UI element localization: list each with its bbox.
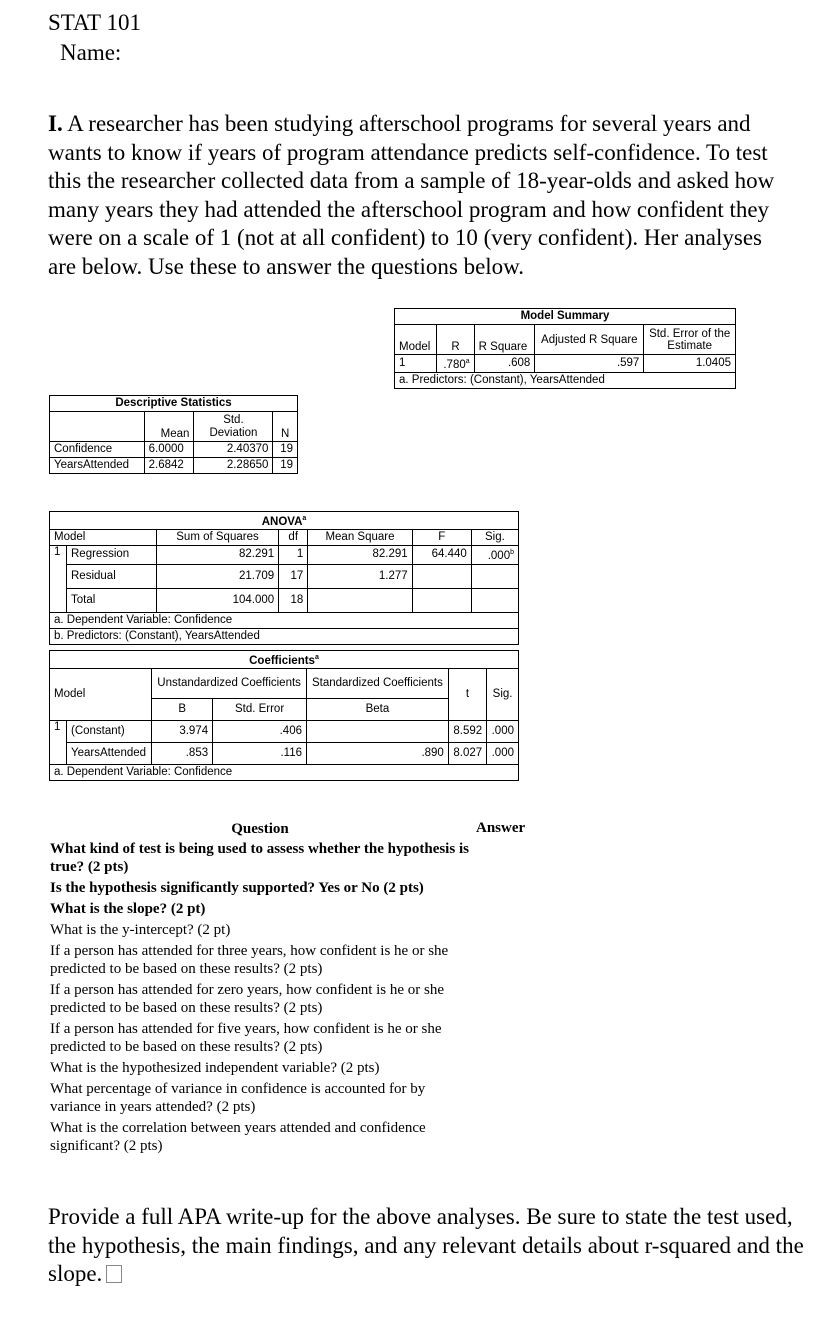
- anova-header-model: Model: [50, 529, 157, 545]
- question-header: Question: [231, 821, 289, 837]
- anova-row-label: Residual: [67, 564, 157, 588]
- question-item: If a person has attended for five years, how confident is he or she predicted to be based on these results? (2 pts): [50, 1021, 442, 1055]
- coef-title-cell: [50, 651, 519, 669]
- apa-prompt-text: Provide a full APA write-up for the above analyses. Be sure to state the test used, the hypothesis, the main findings, and any relevant details about r-squared and the slope.: [48, 1204, 804, 1286]
- desc-row-sd: 2.40370: [194, 442, 273, 458]
- anova-header-df: df: [279, 529, 308, 545]
- coef-row-sig: .000: [487, 742, 519, 764]
- coef-row-beta: [307, 720, 449, 742]
- anova-header-f: F: [412, 529, 471, 545]
- ms-r: .780: [443, 358, 466, 371]
- checkbox-icon: [106, 1265, 122, 1283]
- desc-header-blank: [50, 412, 145, 442]
- coef-row-t: 8.027: [448, 742, 486, 764]
- anova-row-label: Regression: [67, 545, 157, 564]
- desc-row-sd: 2.28650: [194, 458, 273, 474]
- coef-header-model: Model: [50, 668, 152, 720]
- table-row: [50, 458, 298, 474]
- coef-row-label: YearsAttended: [67, 742, 152, 764]
- anova-row-df: 17: [279, 564, 308, 588]
- name-label: Name:: [60, 40, 122, 65]
- model-summary-table: [394, 308, 736, 389]
- ms-footnote: a. Predictors: (Constant), YearsAttended: [395, 372, 736, 388]
- desc-row-label: Confidence: [50, 442, 145, 458]
- coef-row-b: 3.974: [152, 720, 213, 742]
- coef-title: Coefficients: [249, 654, 315, 667]
- anova-row-sig: [471, 564, 518, 588]
- anova-row-df: 18: [279, 588, 308, 612]
- desc-row-label: YearsAttended: [50, 458, 145, 474]
- coef-header-t: t: [448, 668, 486, 720]
- desc-row-mean: 6.0000: [144, 442, 194, 458]
- model-summary-title: Model Summary: [395, 309, 736, 325]
- ms-r-cell: [437, 355, 474, 373]
- anova-row-df: 1: [279, 545, 308, 564]
- anova-row-sig-sup: b: [510, 549, 514, 557]
- anova-row-ms: 82.291: [308, 545, 412, 564]
- table-row: [50, 742, 519, 764]
- anova-model-num: 1: [50, 545, 67, 612]
- coef-row-se: .116: [213, 742, 307, 764]
- problem-text: A researcher has been studying afterschool programs for several years and wants to know if years of program attendance predicts self-confidence. To test this the researcher collected data from a sample of 18-year-olds and asked how many years they had attended the afterschool program and how confident they were on a scale of 1 (not at all confident) to 10 (very confident). Her analyses are below. Use these to answer the questions below.: [48, 111, 775, 279]
- anova-row-f: [412, 564, 471, 588]
- coef-model-num: 1: [50, 720, 67, 764]
- coef-header-unstd: Unstandardized Coefficients: [152, 668, 307, 698]
- anova-footnote-a: a. Dependent Variable: Confidence: [50, 612, 519, 628]
- table-row: [50, 720, 519, 742]
- anova-header-ms: Mean Square: [308, 529, 412, 545]
- ms-adjrsq: .597: [535, 355, 644, 373]
- ms-header-adjrsq: Adjusted R Square: [535, 325, 644, 355]
- ms-rsq: .608: [474, 355, 535, 373]
- anova-table: [49, 511, 519, 645]
- anova-row-ss: 21.709: [156, 564, 278, 588]
- table-row: [50, 545, 519, 564]
- anova-header-ss: Sum of Squares: [156, 529, 278, 545]
- question-item: What is the hypothesized independent variable? (2 pts): [50, 1060, 380, 1076]
- desc-row-n: 19: [273, 458, 298, 474]
- question-list: [50, 820, 470, 1158]
- coef-header-beta: Beta: [307, 698, 449, 720]
- coef-footnote: a. Dependent Variable: Confidence: [50, 764, 519, 780]
- ms-se: 1.0405: [644, 355, 736, 373]
- course-title: STAT 101: [48, 10, 141, 35]
- anova-row-label: Total: [67, 588, 157, 612]
- anova-row-sig-cell: [471, 545, 518, 564]
- desc-row-mean: 2.6842: [144, 458, 194, 474]
- table-row: [50, 442, 298, 458]
- anova-row-sig: .000: [487, 550, 511, 563]
- coef-row-se: .406: [213, 720, 307, 742]
- desc-title: Descriptive Statistics: [50, 396, 298, 412]
- anova-row-f: [412, 588, 471, 612]
- question-item: What kind of test is being used to assess whether the hypothesis is true? (2 pts): [50, 841, 469, 875]
- ms-header-model: Model: [395, 325, 437, 355]
- coef-title-sup: a: [314, 654, 319, 661]
- desc-header-mean: Mean: [144, 412, 194, 442]
- question-item: Is the hypothesis significantly supported? Yes or No (2 pts): [50, 880, 424, 896]
- anova-row-sig: [471, 588, 518, 612]
- answer-header: Answer: [476, 820, 526, 836]
- descriptives-table: [49, 395, 298, 474]
- coef-header-b: B: [152, 698, 213, 720]
- coef-row-sig: .000: [487, 720, 519, 742]
- anova-row-ss: 104.000: [156, 588, 278, 612]
- anova-row-f: 64.440: [412, 545, 471, 564]
- coef-row-label: (Constant): [67, 720, 152, 742]
- coef-row-beta: .890: [307, 742, 449, 764]
- ms-header-rsq: R Square: [474, 325, 535, 355]
- anova-footnote-b: b. Predictors: (Constant), YearsAttended: [50, 628, 519, 644]
- problem-number: I.: [48, 111, 63, 136]
- problem-prompt: [48, 110, 788, 282]
- anova-title-sup: a: [302, 515, 307, 522]
- question-item: If a person has attended for zero years, how confident is he or she predicted to be based on these results? (2 pts): [50, 982, 445, 1016]
- table-row: [50, 588, 519, 612]
- desc-header-n: N: [273, 412, 298, 442]
- coef-header-se: Std. Error: [213, 698, 307, 720]
- question-item: What is the correlation between years attended and confidence significant? (2 pts): [50, 1120, 426, 1154]
- anova-header-sig: Sig.: [471, 529, 518, 545]
- ms-header-r: R: [437, 325, 474, 355]
- table-row: [50, 564, 519, 588]
- coef-header-std: Standardized Coefficients: [307, 668, 449, 698]
- anova-title-cell: [50, 512, 519, 530]
- ms-r-sup: a: [465, 358, 470, 365]
- question-item: If a person has attended for three years, how confident is he or she predicted to be based on these results? (2 pts): [50, 943, 449, 977]
- desc-header-sd: Std. Deviation: [194, 412, 273, 442]
- coef-row-b: .853: [152, 742, 213, 764]
- question-item: What is the slope? (2 pt): [50, 901, 206, 917]
- coefficients-table: [49, 650, 519, 781]
- question-item: What is the y-intercept? (2 pt): [50, 922, 231, 938]
- question-item: What percentage of variance in confidence is accounted for by variance in years attended? (2 pts): [50, 1081, 426, 1115]
- anova-row-ms: 1.277: [308, 564, 412, 588]
- apa-prompt: [48, 1203, 808, 1289]
- anova-row-ss: 82.291: [156, 545, 278, 564]
- anova-row-ms: [308, 588, 412, 612]
- desc-row-n: 19: [273, 442, 298, 458]
- ms-model-num: 1: [395, 355, 437, 373]
- coef-row-t: 8.592: [448, 720, 486, 742]
- coef-header-sig: Sig.: [487, 668, 519, 720]
- ms-header-se: Std. Error of the Estimate: [644, 325, 736, 355]
- anova-title: ANOVA: [261, 515, 303, 528]
